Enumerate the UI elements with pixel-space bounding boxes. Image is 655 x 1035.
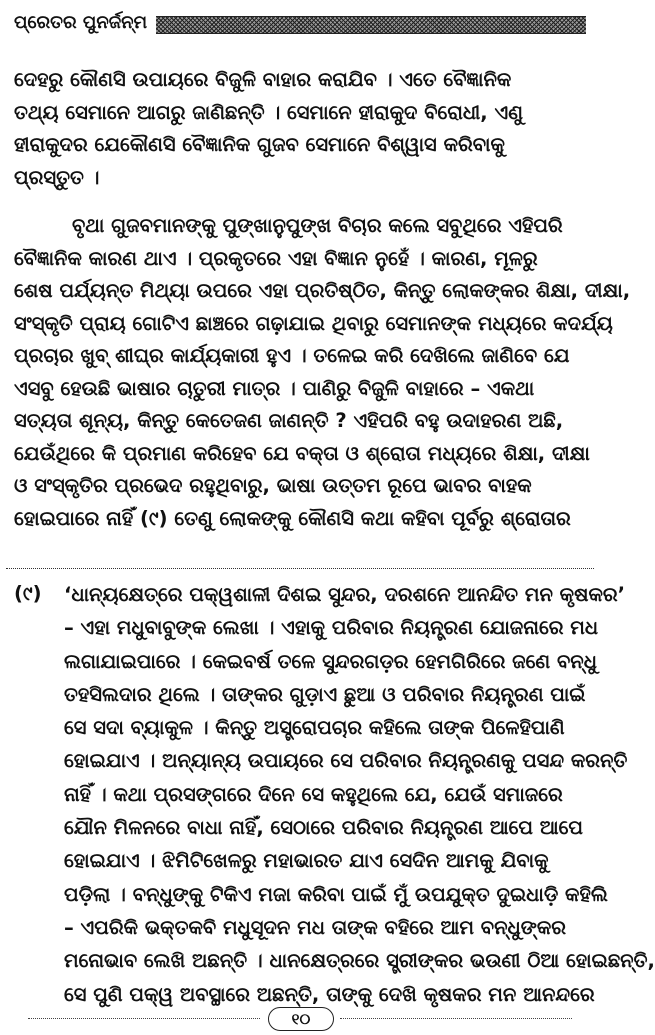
text-line: ପ୍ରଚାର ଖୁବ୍ ଶୀଘ୍ର କାର୍ଯ୍ୟକାରୀ ହୁଏ । ତଳେଇ କରି ଦେଖିଲେ ଜାଣିବେ ଯେ [14, 344, 570, 367]
text-line: ହୋଇପାରେ ନାହିଁ (୯) ତେଣୁ ଲୋକଙ୍କୁ କୌଣସି କଥା କହିବା ପୂର୍ବରୁ ଶ୍ରୋତାର [14, 506, 571, 530]
page-footer [0, 1007, 600, 1031]
running-header [14, 10, 586, 40]
text-line: ତଥ୍ୟ ସେମାନେ ଆଗରୁ ଜାଣିଛନ୍ତି । ସେମାନେ ହୀରାକୁଦ ବିରୋଧୀ, ଏଣୁ [14, 100, 523, 124]
text-line: ହୀରାକୁଦର ଯେକୌଣସି ବୈଜ୍ଞାନିକ ଗୁଜବ ସେମାନେ ବିଶ୍ୱାସ କରିବାକୁ [14, 133, 505, 156]
footnote-line: ମନୋଭାବ ଲେଖି ଅଛନ୍ତି । ଧାନକ୍ଷେତ୍ରରେ ସ୍ତ୍ରୀଙ୍କର ଭଉଣୀ ଠିଆ ହୋଇଛନ୍ତି, [64, 949, 655, 973]
footnote-line: – ଏପରିକି ଭକ୍ତକବି ମଧୁସୂଦନ ମଧ ତାଙ୍କ ବହିରେ ଆମ ବନ୍ଧୁଙ୍କର [64, 915, 567, 939]
text-line: ଦେହରୁ କୌଣସି ଉପାୟରେ ବିଜୁଳି ବାହାର କରାଯିବ । ଏତେ ବୈଜ୍ଞାନିକ [14, 68, 512, 91]
footer-rule-right [340, 1018, 572, 1019]
book-title: ପ୍ରେତର ପୁନର୍ଜନ୍ମ [14, 12, 148, 33]
footnote-separator [6, 568, 594, 569]
text-line: ଏସବୁ ହେଉଛି ଭାଷାର ଚାତୁରୀ ମାତ୍ର । ପାଣିରୁ ବିଜୁଳି ବାହାରେ – ଏକଥା [14, 376, 535, 400]
header-decorative-band [156, 16, 586, 34]
text-line: ପ୍ରସ୍ତୁତ । [14, 165, 100, 189]
footnote-line: ତହସିଲଦାର ଥିଲେ । ତାଙ୍କର ଗୁଡ଼ାଏ ଛୁଆ ଓ ପରିବାର ନିୟନ୍ତ୍ରଣ ପାଇଁ [64, 682, 586, 706]
footnote-line: ହୋଇଯାଏ । ଅନ୍ୟାନ୍ୟ ଉପାୟରେ ସେ ପରିବାର ନିୟନ୍ତ୍ରଣକୁ ପସନ୍ଦ କରନ୍ତି [64, 749, 628, 773]
page-number: ୧୦ [268, 1007, 334, 1031]
footnote-line: – ଏହା ମଧୁବାବୁଙ୍କ ଲେଖା । ଏହାକୁ ପରିବାର ନିୟନ୍ତ୍ରଣ ଯୋଜନାରେ ମଧ [64, 616, 599, 640]
text-line: ସତ୍ୟତା ଶୂନ୍ୟ, କିନ୍ତୁ କେତେଜଣ ଜାଣନ୍ତି ? ଏହିପରି ବହୁ ଉଦାହରଣ ଅଛି, [14, 409, 564, 432]
footnote-line: ସେ ପୁଣି ପକ୍ୱ ଅବସ୍ଥାରେ ଅଛନ୍ତି, ତାଙ୍କୁ ଦେଖି କୃଷକର ମନ ଆନନ୍ଦରେ [64, 982, 595, 1006]
footnote-line: ସେ ସଦା ବ୍ୟାକୁଳ । କିନ୍ତୁ ଅସ୍ତ୍ରୋପଚାର କହିଲେ ତାଙ୍କ ପିଳେହିପାଣି [64, 716, 565, 740]
footnote-line: ହୋଇଯାଏ । ଝିମିଟିଖେଳରୁ ମହାଭାରତ ଯାଏ ସେଦିନ ଆମକୁ ଯିବାକୁ [64, 849, 549, 873]
footnote-text [64, 578, 655, 1011]
footer-rule-left [28, 1018, 260, 1019]
footnote-line: ଲଗାଯାଇପାରେ । କେଇବର୍ଷ ତଳେ ସୁନ୍ଦରଗଡ଼ର ହେମଗିରିରେ ଜଣେ ବନ୍ଧୁ [64, 649, 597, 673]
text-line: ବୃଥା ଗୁଜବମାନଙ୍କୁ ପୁଙ୍ଖାନୁପୁଙ୍ଖ ବିଚାର କଲେ ସବୁଥିରେ ଏହିପରି [72, 214, 563, 237]
footnote-line: ଯୌନ ମିଳନରେ ବାଧା ନାହିଁ, ସେଠାରେ ପରିବାର ନିୟନ୍ତ୍ରଣ ଆପେ ଆପେ [64, 816, 584, 840]
footnote-line: ‘ଧାନ୍ୟକ୍ଷେତ୍ରେ ପକ୍ୱଶାଳୀ ଦିଶଇ ସୁନ୍ଦର, ଦରଶନେ ଆନନ୍ଦିତ ମନ କୃଷକର’ [64, 583, 626, 606]
footnote-marker: (୯) [14, 582, 42, 605]
paragraph-2 [14, 210, 631, 535]
footnote [14, 578, 655, 1011]
footnote-line: ପଡ଼ିଲା । ବନ୍ଧୁଙ୍କୁ ଟିକିଏ ମଜା କରିବା ପାଇଁ ମୁଁ ଉପଯୁକ୍ତ ଦୁଇଧାଡ଼ି କହିଲି [64, 882, 608, 906]
footnote-line: ନାହିଁ । କଥା ପ୍ରସଙ୍ଗରେ ଦିନେ ସେ କହୁଥିଲେ ଯେ, ଯେଉଁ ସମାଜରେ [64, 782, 563, 806]
text-line: ସଂସ୍କୃତି ପ୍ରାୟ ଗୋଟିଏ ଛାଞ୍ଚରେ ଗଢ଼ାଯାଇ ଥିବାରୁ ସେମାନଙ୍କ ମଧ୍ୟରେ କଦର୍ଯ୍ୟ [14, 311, 613, 335]
text-line: ଓ ସଂସ୍କୃତିର ପ୍ରଭେଦ ରହୁଥିବାରୁ, ଭାଷା ଉତ୍ତମ ରୂପେ ଭାବର ବାହକ [14, 474, 532, 497]
main-text [14, 64, 631, 551]
text-line: ଯେଉଁଥିରେ କି ପ୍ରମାଣ କରିହେବ ଯେ ବକ୍ତା ଓ ଶ୍ରୋତା ମଧ୍ୟରେ ଶିକ୍ଷା, ଦୀକ୍ଷା [14, 441, 590, 465]
text-line: ବୈଜ୍ଞାନିକ କାରଣ ଥାଏ । ପ୍ରକୃତରେ ଏହା ବିଜ୍ଞାନ ନୁହେଁ । କାରଣ, ମୂଳରୁ [14, 246, 538, 270]
paragraph-1 [14, 64, 588, 194]
text-line: ଶେଷ ପର୍ଯ୍ୟନ୍ତ ମିଥ୍ୟା ଉପରେ ଏହା ପ୍ରତିଷ୍ଠିତ, କିନ୍ତୁ ଲୋକଙ୍କର ଶିକ୍ଷା, ଦୀକ୍ଷା, [14, 279, 631, 302]
